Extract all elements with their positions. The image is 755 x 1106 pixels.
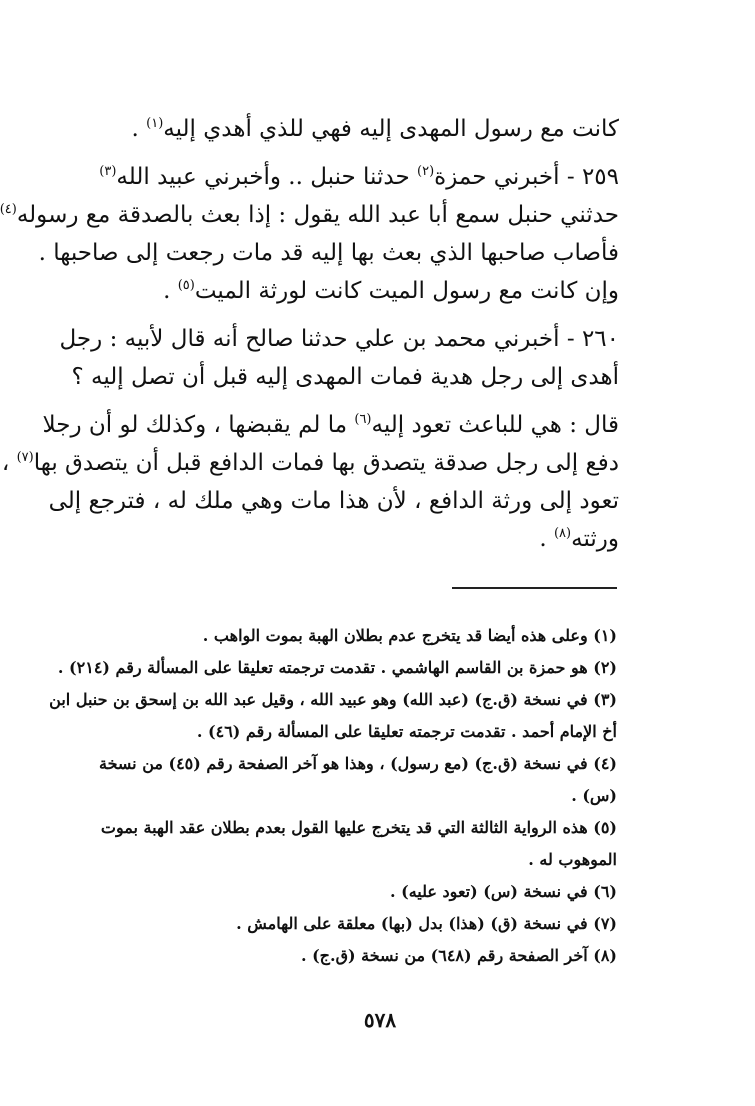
answer-line-1: قال : هي للباعث تعود إليه$^{(٦)}$ ما لم يقبضها ، وكذلك لو أن رجلا — [42, 412, 619, 438]
entry-259-line-4: وإن كانت مع رسول الميت كانت لورثة الميت$^{(٥)}$ . — [163, 278, 619, 304]
entry-260-line-2: أهدى إلى رجل هدية فمات المهدى إليه قبل أن تصل إليه ؟ — [71, 364, 619, 390]
footnote-5-line-1: (٥) هذه الرواية الثالثة التي قد يتخرج عليها القول بعدم بطلان عقد الهبة بموت — [100, 818, 617, 837]
answer-line-2: دفع إلى رجل صدقة يتصدق بها فمات الدافع قبل أن يتصدق بها$^{(٧)}$ ، — [1, 450, 619, 476]
page-number: ٥٧٨ — [363, 1008, 397, 1032]
footnote-2: (٢) هو حمزة بن القاسم الهاشمي . تقدمت ترجمته تعليقا على المسألة رقم (٢١٤) . — [57, 658, 617, 677]
footnote-ref-3: (٣) — [99, 164, 117, 179]
answer-line-4: ورثته$^{(٨)}$ . — [539, 526, 619, 552]
footnote-ref-8: (٨) — [553, 526, 572, 541]
footnote-1: (١) وعلى هذه أيضا قد يتخرج عدم بطلان الهبة بموت الواهب . — [202, 626, 617, 645]
entry-259-line-2: حدثني حنبل سمع أبا عبد الله يقول : إذا بعث بالصدقة مع رسوله$^{(٤)}$ — [0, 202, 619, 228]
footnotes — [49, 620, 617, 972]
footnote-ref-1: (١) — [146, 116, 164, 131]
entry-260-line-1: ٢٦٠ - أخبرني محمد بن علي حدثنا صالح أنه قال لأبيه : رجل — [59, 326, 619, 352]
footnote-ref-2: (٢) — [417, 164, 435, 179]
footnote-ref-4: (٤) — [0, 202, 17, 217]
footnote-4-line-1: (٤) في نسخة (ق.ج) (مع رسول) ، وهذا هو آخر الصفحة رقم (٤٥) من نسخة — [98, 754, 617, 773]
answer-line-3: تعود إلى ورثة الدافع ، لأن هذا مات وهي ملك له ، فترجع إلى — [48, 488, 619, 514]
footnote-separator — [452, 587, 617, 589]
footnote-6: (٦) في نسخة (س) (تعود عليه) . — [390, 882, 617, 901]
footnote-ref-7: (٧) — [16, 450, 34, 465]
paragraph-1-line-1: كانت مع رسول المهدى إليه فهي للذي أهدي إليه$^{(١)}$ . — [131, 116, 619, 142]
entry-259-line-3: فأصاب صاحبها الذي بعث بها إليه قد مات رجعت إلى صاحبها . — [38, 240, 619, 266]
footnote-8: (٨) آخر الصفحة رقم (٦٤٨) من نسخة (ق.ج) . — [300, 946, 617, 965]
footnote-5-line-2: الموهوب له . — [528, 850, 617, 869]
footnote-7: (٧) في نسخة (ق) (هذا) بدل (بها) معلقة على الهامش . — [236, 914, 617, 933]
entry-259-line-1: ٢٥٩ - أخبرني حمزة$^{(٢)}$ حدثنا حنبل .. وأخبرني عبيد الله$^{(٣)}$ — [99, 164, 619, 190]
footnote-ref-5: (٥) — [177, 278, 195, 293]
main-text — [0, 110, 619, 558]
footnote-ref-6: (٦) — [354, 412, 372, 427]
footnote-4-line-2: (س) . — [571, 786, 617, 805]
footnote-3-line-1: (٣) في نسخة (ق.ج) (عبد الله) وهو عبيد الله ، وقيل عبد الله بن إسحق بن حنبل ابن — [49, 690, 617, 709]
footnote-3-line-2: أخ الإمام أحمد . تقدمت ترجمته تعليقا على المسألة رقم (٤٦) . — [196, 722, 617, 741]
